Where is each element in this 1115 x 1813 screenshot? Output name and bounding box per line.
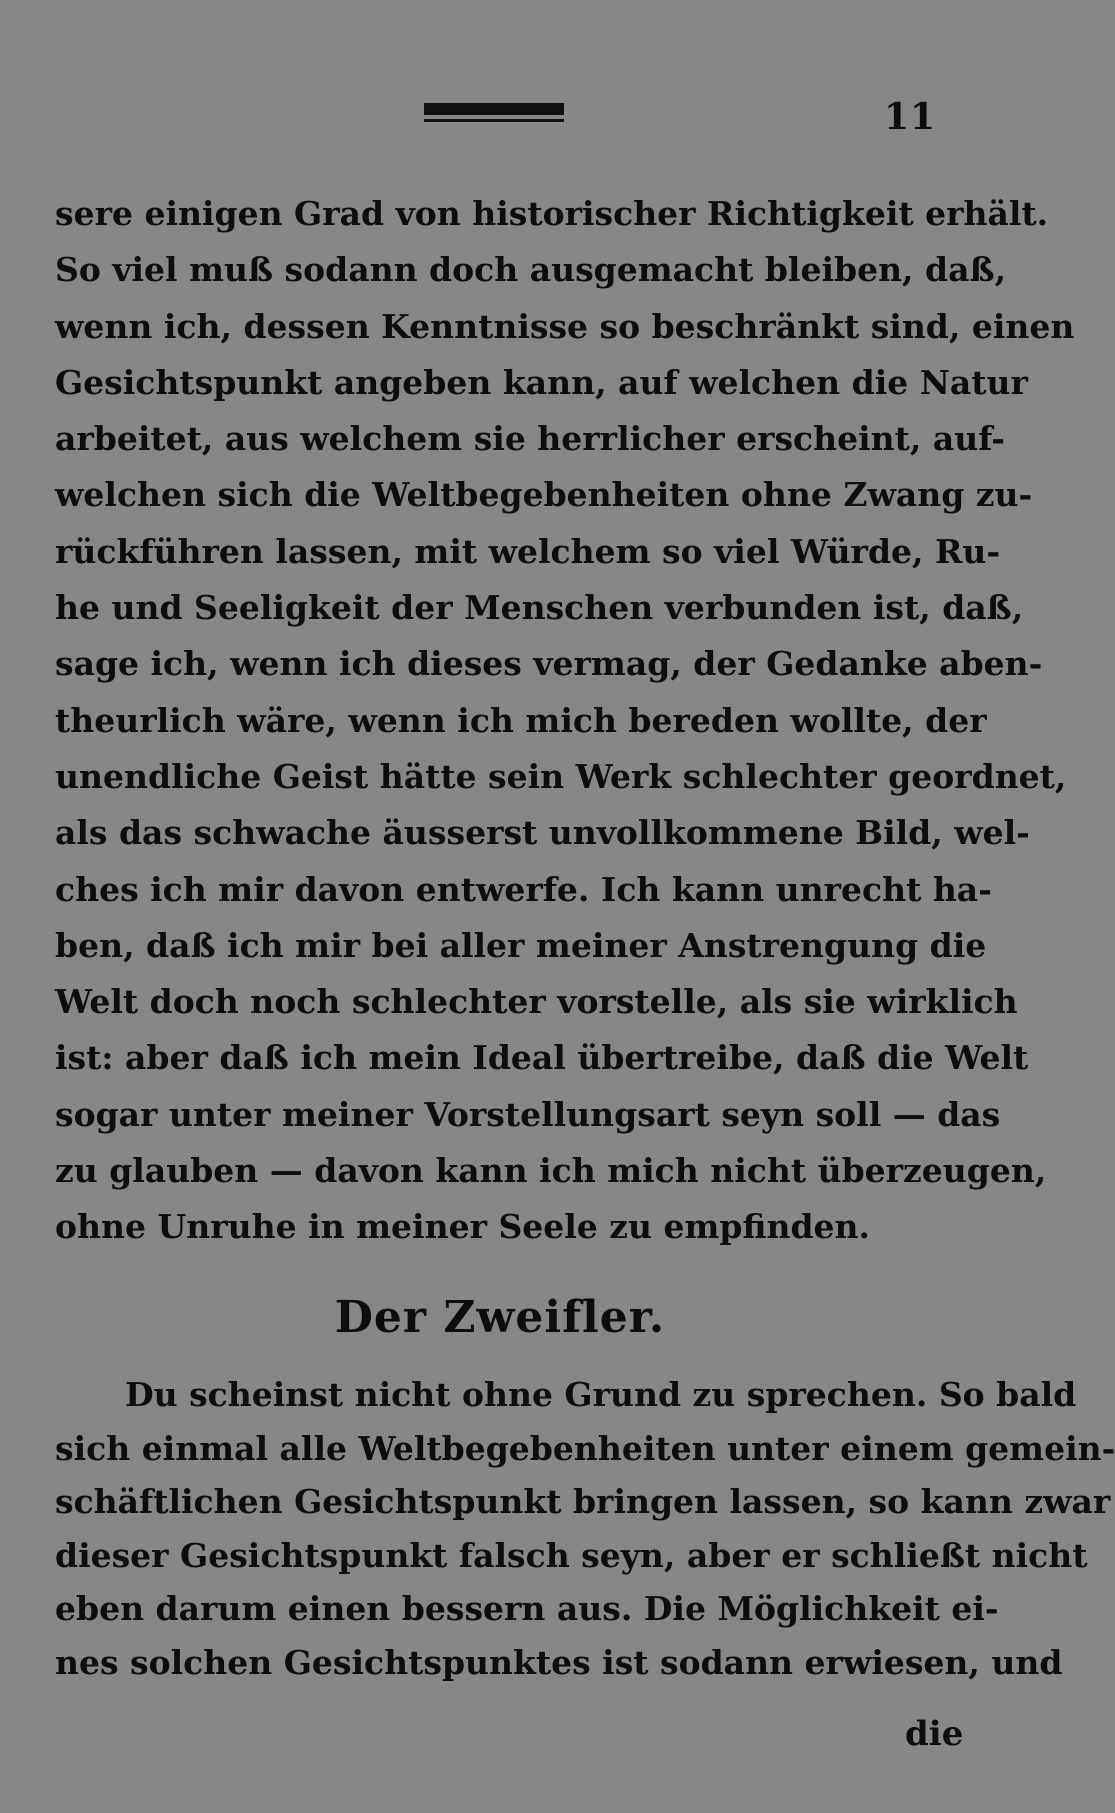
text-line: arbeitet, aus welchem sie herrlicher erscheint, auf- (55, 419, 1005, 459)
header-rule-thin (424, 119, 564, 122)
text-line: Welt doch noch schlechter vorstelle, als sie wirklich (55, 982, 1018, 1022)
text-line: Du scheinst nicht ohne Grund zu sprechen. So bald (125, 1375, 1077, 1414)
text-line: zu glauben — davon kann ich mich nicht überzeugen, (55, 1151, 1047, 1191)
text-line: he und Seeligkeit der Menschen verbunden ist, daß, (55, 588, 1024, 628)
text-line: sere einigen Grad von historischer Richtigkeit erhält. (55, 194, 1049, 233)
text-line: ohne Unruhe in meiner Seele zu empfinden. (55, 1207, 871, 1247)
text-line: sich einmal alle Weltbegebenheiten unter einem gemein- (55, 1428, 1115, 1468)
text-line: ches ich mir davon entwerfe. Ich kann unrecht ha- (55, 869, 992, 909)
text-line: Gesichtspunkt angeben kann, auf welchen die Natur (55, 362, 1028, 402)
text-line: schäftlichen Gesichtspunkt bringen lassen, so kann zwar (55, 1482, 1111, 1521)
text-line: eben darum einen bessern aus. Die Möglichkeit ei- (55, 1589, 999, 1628)
text-line: welchen sich die Weltbegebenheiten ohne Zwang zu- (55, 475, 1033, 515)
text-line: sogar unter meiner Vorstellungsart seyn soll — das (55, 1094, 1001, 1134)
text-line: als das schwache äusserst unvollkommene Bild, wel- (55, 813, 1030, 853)
text-line: ist: aber daß ich mein Ideal übertreibe, daß die Welt (55, 1038, 1029, 1078)
header-rule (424, 103, 564, 125)
text-line: rückführen lassen, mit welchem so viel Würde, Ru- (55, 531, 1001, 571)
paragraph-2 (55, 1368, 1115, 1689)
text-line: nes solchen Gesichtspunktes ist sodann erwiesen, und (55, 1642, 1063, 1682)
text-line: dieser Gesichtspunkt falsch seyn, aber er schließt nicht (55, 1535, 1088, 1575)
page-number: 11 (884, 96, 937, 138)
header-rule-thick (424, 103, 564, 115)
text-line: theurlich wäre, wenn ich mich bereden wollte, der (55, 700, 987, 740)
paragraph-1 (55, 186, 1075, 1256)
text-line: So viel muß sodann doch ausgemacht bleiben, daß, (55, 250, 1007, 290)
catchword: die (905, 1714, 964, 1754)
text-line: unendliche Geist hätte sein Werk schlechter geordnet, (55, 756, 1067, 796)
text-line: wenn ich, dessen Kenntnisse so beschränkt sind, einen (55, 306, 1075, 346)
text-line: sage ich, wenn ich dieses vermag, der Gedanke aben- (55, 644, 1043, 684)
section-title: Der Zweifler. (334, 1292, 666, 1343)
text-line: ben, daß ich mir bei aller meiner Anstrengung die (55, 925, 987, 965)
